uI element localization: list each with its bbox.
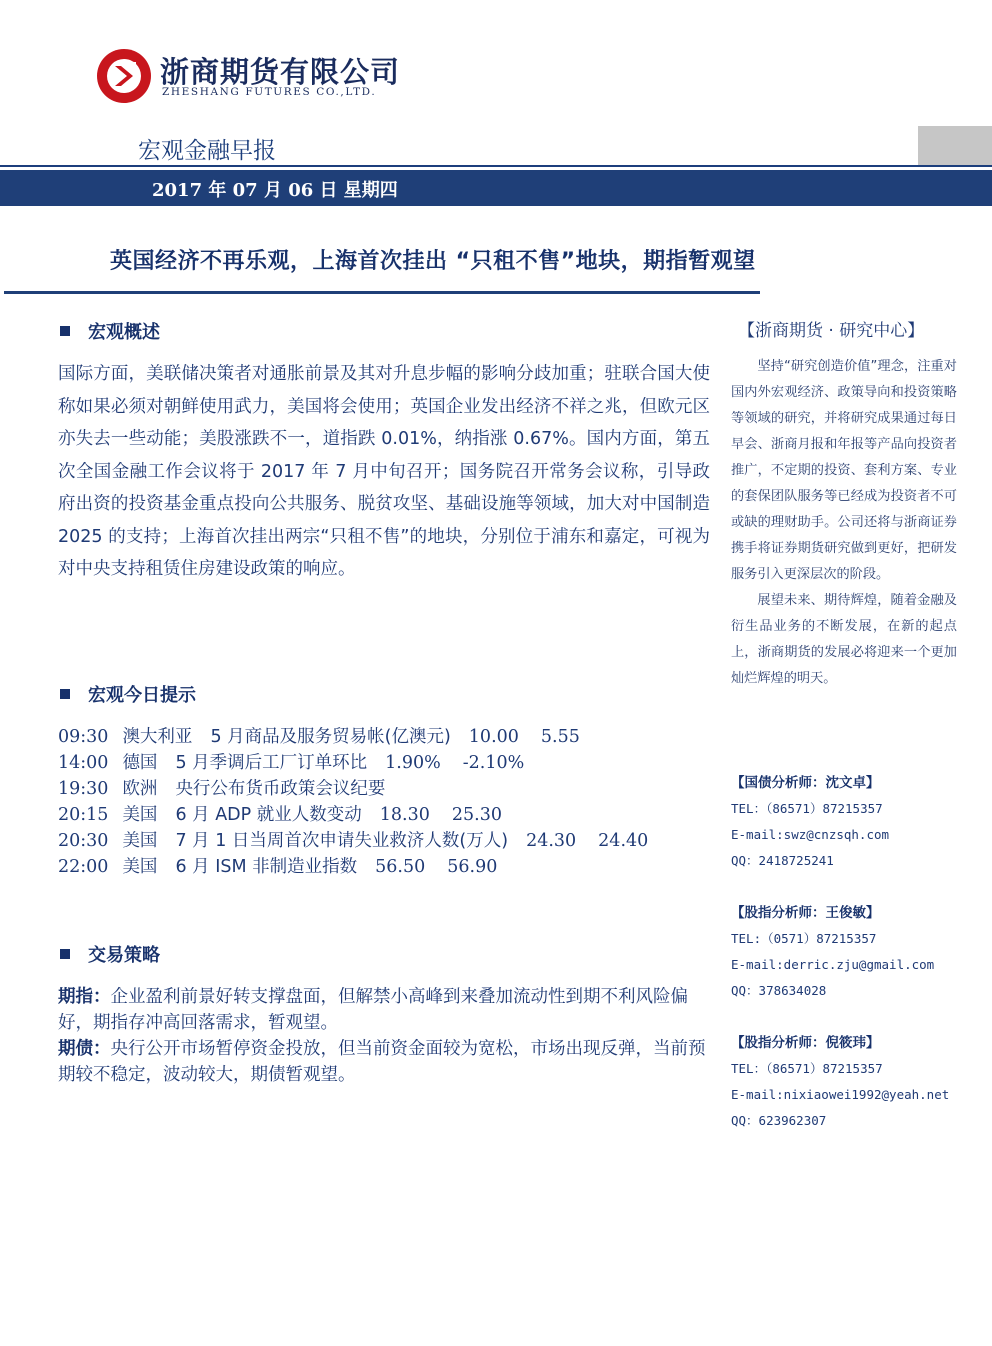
- sidebar-paragraph: 坚持“研究创造价值”理念，注重对国内外宏观经济、政策导向和投资策略等领域的研究，并将研究成果通过每日早会、浙商月报和年报等产品向投资者推广，不定期的投资、套利方案、专业的套保团队服务等已经成为投资者不可或缺的理财助手。公司还将与浙商证券携手将证券期货研究做到更好，把研发服务引入更深层次的阶段。: [731, 359, 957, 582]
- section-heading-today: 宏观今日提示: [60, 681, 196, 707]
- analyst-name: 【股指分析师：王俊敏】: [731, 905, 880, 921]
- section-heading-overview: 宏观概述: [60, 318, 160, 344]
- header-divider: [0, 165, 992, 167]
- analyst-qq: QQ：2418725241: [731, 853, 834, 868]
- analyst-qq: QQ：623962307: [731, 1113, 827, 1128]
- analyst-card: [731, 770, 971, 874]
- event-row: 09:30 澳大利亚 5 月商品及服务贸易帐(亿澳元) 10.00 5.55: [58, 727, 580, 747]
- analyst-tel: TEL:（0571）87215357: [731, 931, 877, 946]
- date-banner: [0, 170, 992, 206]
- analyst-email: E-mail:swz@cnzsqh.com: [731, 827, 890, 842]
- section-heading-strategy: 交易策略: [60, 941, 160, 967]
- event-list: [58, 724, 718, 880]
- bullet-square-icon: [60, 326, 70, 336]
- report-title: 宏观金融早报: [138, 138, 276, 164]
- analyst-name: 【股指分析师：倪筱玮】: [731, 1035, 880, 1051]
- analyst-name: 【国债分析师：沈文卓】: [731, 775, 880, 791]
- bullet-square-icon: [60, 689, 70, 699]
- analyst-tel: TEL：（86571）87215357: [731, 801, 883, 816]
- report-date: 2017 年 07 月 06 日 星期四: [152, 180, 398, 201]
- sidebar-intro: [731, 354, 957, 692]
- analyst-email: E-mail:nixiaowei1992@yeah.net: [731, 1087, 950, 1102]
- bullet-square-icon: [60, 949, 70, 959]
- sidebar-paragraph: 展望未来、期待辉煌，随着金融及衍生品业务的不断发展，在新的起点上，浙商期货的发展必将迎来一个更加灿烂辉煌的明天。: [731, 593, 957, 686]
- analyst-card: [731, 1030, 971, 1134]
- company-name-cn: 浙商期货有限公司: [160, 55, 401, 89]
- analyst-tel: TEL：（86571）87215357: [731, 1061, 883, 1076]
- analyst-card: [731, 900, 971, 1004]
- overview-paragraph: 国际方面，美联储决策者对通胀前景及其对升息步幅的影响分歧加重；驻联合国大使称如果必须对朝鲜使用武力，美国将会使用；英国企业发出经济不祥之兆，但欧元区亦失去一些动能；美股涨跌不一，道指跌 0.01%，纳指涨 0.67%。国内方面，第五次全国金融工作会议将于 2017 年 7 月中旬召开；国务院召开常务会议称，引导政府出资的投资基金重点投向公共服务、脱贫攻坚、基础设施等领域，加大对中国制造 2025 的支持；上海首次挂出两宗“只租不售”的地块，分别位于浦东和嘉定，可视为对中央支持租赁住房建设政策的响应。: [58, 364, 710, 579]
- header-accent-block: [918, 126, 992, 166]
- event-row: 14:00 德国 5 月季调后工厂订单环比 1.90% -2.10%: [58, 753, 525, 773]
- analyst-qq: QQ：378634028: [731, 983, 827, 998]
- headline: 英国经济不再乐观，上海首次挂出 “只租不售”地块，期指暂观望: [110, 249, 756, 274]
- headline-divider: [4, 291, 760, 294]
- sidebar-title: 【浙商期货 · 研究中心】: [738, 321, 925, 341]
- event-row: 19:30 欧洲 央行公布货币政策会议纪要: [58, 779, 386, 799]
- event-row: 20:30 美国 7 月 1 日当周首次申请失业救济人数(万人) 24.30 24.40: [58, 831, 649, 851]
- strategy-item: 期债：央行公开市场暂停资金投放，但当前资金面较为宽松，市场出现反弹，当前预期较不稳定，波动较大，期债暂观望。: [58, 1039, 706, 1085]
- strategy-block: [58, 984, 710, 1088]
- analyst-email: E-mail:derric.zju@gmail.com: [731, 957, 935, 972]
- event-row: 20:15 美国 6 月 ADP 就业人数变动 18.30 25.30: [58, 805, 502, 825]
- event-row: 22:00 美国 6 月 ISM 非制造业指数 56.50 56.90: [58, 857, 498, 877]
- strategy-item: 期指：企业盈利前景好转支撑盘面，但解禁小高峰到来叠加流动性到期不利风险偏好，期指存冲高回落需求，暂观望。: [58, 987, 688, 1033]
- company-name-en: ZHESHANG FUTURES CO.,LTD.: [162, 86, 377, 98]
- zheshang-logo-icon: [96, 48, 152, 104]
